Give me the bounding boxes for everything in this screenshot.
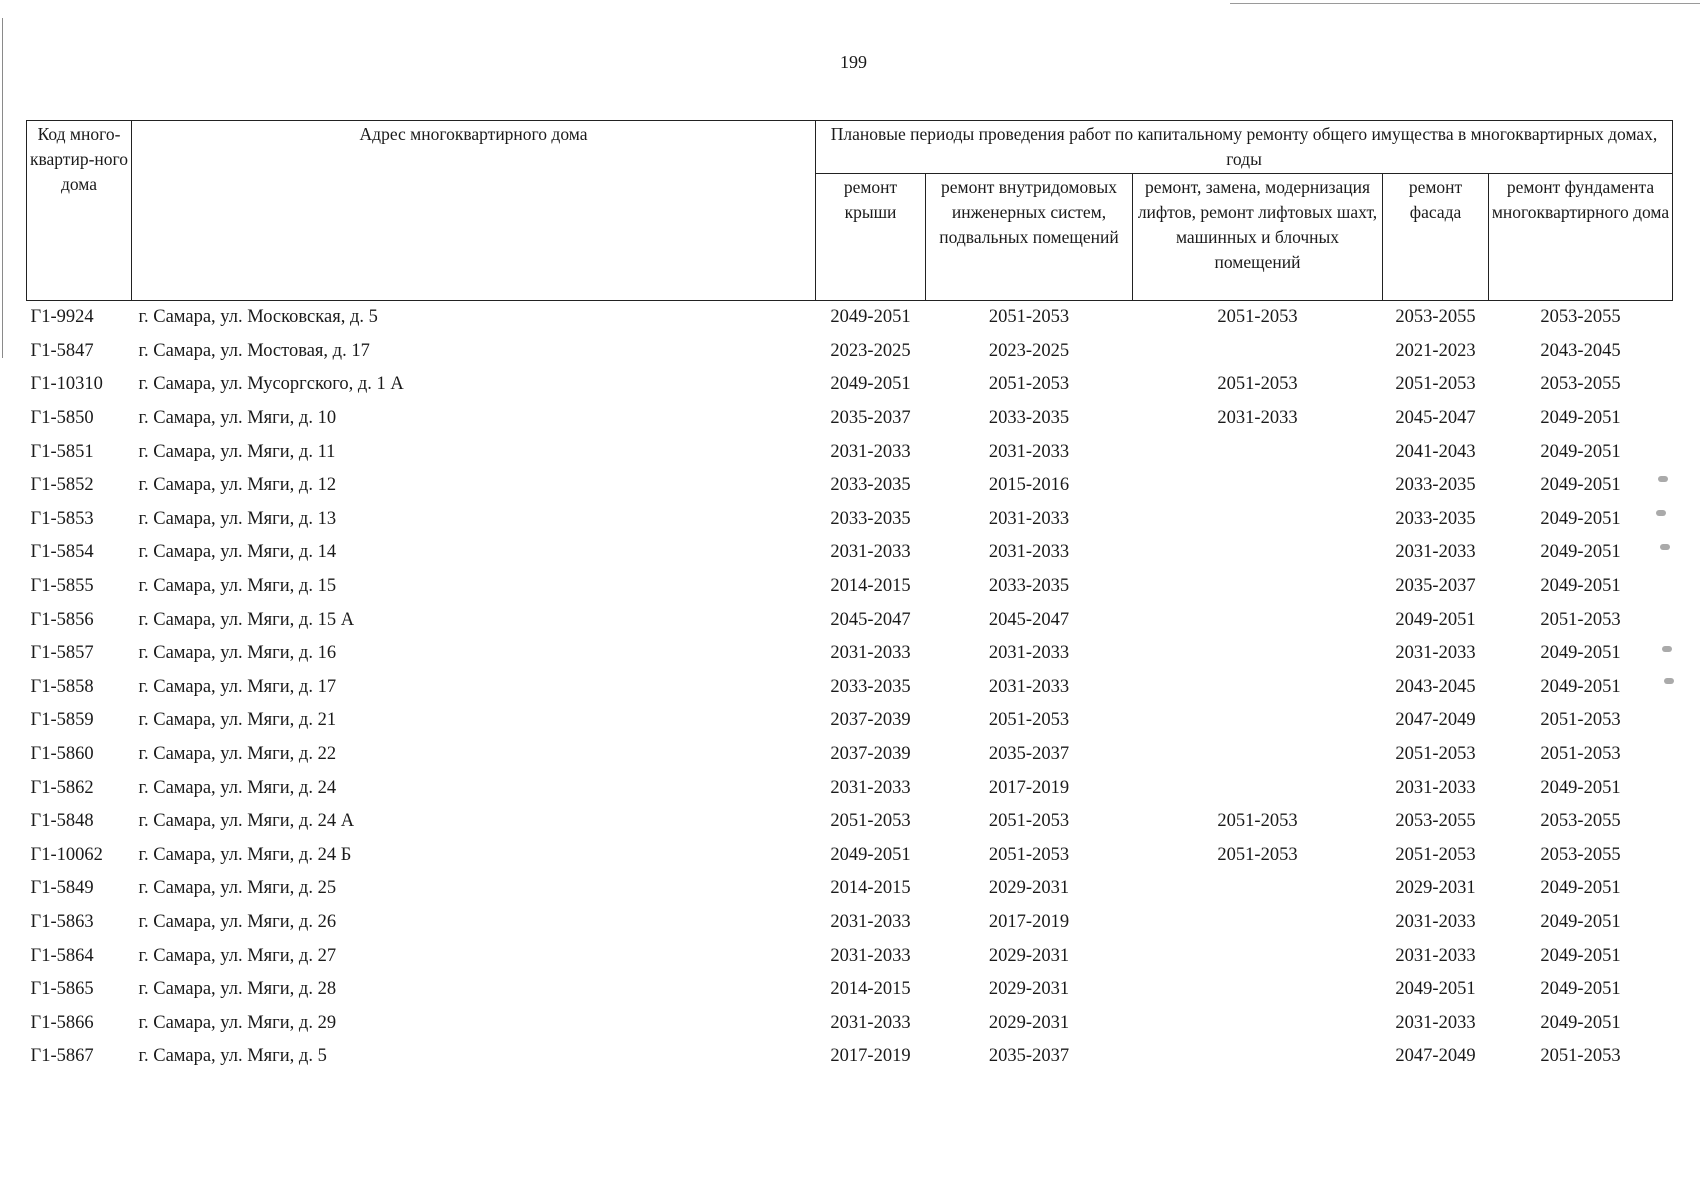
cell-address: г. Самара, ул. Мяги, д. 24 А [138,811,355,832]
cell-roof: 2035-2037 [830,408,911,429]
cell-address: г. Самара, ул. Мусоргского, д. 1 А [138,374,404,395]
cell-facade: 2033-2035 [1395,508,1476,529]
table-row [27,368,1673,402]
cell-address: г. Самара, ул. Мяги, д. 21 [138,710,337,731]
cell-foundation: 2051-2053 [1540,609,1621,630]
cell-engineering: 2035-2037 [988,1046,1070,1067]
table-row [27,570,1673,604]
table-row [27,536,1673,570]
cell-foundation: 2049-2051 [1540,777,1621,798]
cell-address: г. Самара, ул. Мяги, д. 15 [138,576,337,597]
cell-lifts [1133,637,1383,671]
table-row [27,805,1673,839]
cell-code: Г1-5859 [30,710,94,731]
cell-code: Г1-5848 [30,811,94,832]
table-row [27,939,1673,973]
cell-lifts: 2031-2033 [1217,408,1298,429]
cell-address: г. Самара, ул. Мяги, д. 22 [138,744,337,765]
table-row [27,973,1673,1007]
cell-lifts [1133,1006,1383,1040]
cell-engineering: 2051-2053 [988,811,1070,832]
header-foundation: ремонт фундамента многоквартирного дома [1489,174,1673,301]
cell-code: Г1-5860 [30,744,94,765]
cell-engineering: 2045-2047 [988,609,1070,630]
cell-engineering: 2029-2031 [988,945,1070,966]
cell-engineering: 2031-2033 [988,542,1070,563]
cell-engineering: 2031-2033 [988,676,1070,697]
cell-roof: 2031-2033 [830,643,911,664]
cell-foundation: 2049-2051 [1540,878,1621,899]
cell-foundation: 2053-2055 [1540,811,1621,832]
scan-speck [1656,510,1666,516]
scan-speck [1662,646,1672,652]
cell-roof: 2045-2047 [830,609,911,630]
table-row [27,872,1673,906]
cell-address: г. Самара, ул. Московская, д. 5 [138,307,378,328]
table-row [27,906,1673,940]
table-row [27,1006,1673,1040]
cell-foundation: 2049-2051 [1540,475,1621,496]
scan-edge-top [1230,3,1700,4]
cell-address: г. Самара, ул. Мяги, д. 27 [138,945,337,966]
cell-engineering: 2031-2033 [988,643,1070,664]
cell-lifts [1133,906,1383,940]
cell-foundation: 2049-2051 [1540,408,1621,429]
cell-lifts [1133,536,1383,570]
cell-code: Г1-5858 [30,676,94,697]
table-row [27,435,1673,469]
cell-facade: 2041-2043 [1395,441,1476,462]
table-row [27,301,1673,335]
cell-code: Г1-5854 [30,542,94,563]
table-row [27,1040,1673,1074]
cell-facade: 2047-2049 [1395,710,1476,731]
cell-facade: 2031-2033 [1395,1012,1476,1033]
cell-code: Г1-5852 [30,475,94,496]
cell-facade: 2045-2047 [1395,408,1476,429]
cell-foundation: 2049-2051 [1540,676,1621,697]
cell-code: Г1-5867 [30,1046,94,1067]
cell-lifts [1133,872,1383,906]
header-roof: ремонт крыши [816,174,926,301]
cell-lifts [1133,704,1383,738]
cell-foundation: 2049-2051 [1540,508,1621,529]
header-address: Адрес многоквартирного дома [132,121,816,301]
cell-engineering: 2051-2053 [988,844,1070,865]
table-header [27,121,1673,301]
header-periods: Плановые периоды проведения работ по капитальному ремонту общего имущества в многоквартирных домах, годы [816,121,1673,174]
cell-engineering: 2031-2033 [988,508,1070,529]
cell-address: г. Самара, ул. Мяги, д. 26 [138,911,337,932]
cell-lifts [1133,570,1383,604]
cell-facade: 2047-2049 [1395,1046,1476,1067]
cell-facade: 2033-2035 [1395,475,1476,496]
table-row [27,637,1673,671]
cell-code: Г1-5847 [30,340,94,361]
cell-facade: 2029-2031 [1395,878,1476,899]
cell-lifts [1133,771,1383,805]
table-body [27,301,1673,1074]
cell-lifts [1133,738,1383,772]
cell-roof: 2014-2015 [830,979,911,1000]
cell-engineering: 2031-2033 [988,441,1070,462]
cell-facade: 2031-2033 [1395,911,1476,932]
cell-foundation: 2053-2055 [1540,307,1621,328]
cell-code: Г1-9924 [30,307,94,328]
cell-foundation: 2051-2053 [1540,744,1621,765]
cell-facade: 2031-2033 [1395,945,1476,966]
cell-address: г. Самара, ул. Мяги, д. 28 [138,979,337,1000]
table-row [27,503,1673,537]
table-row [27,771,1673,805]
cell-roof: 2049-2051 [830,307,911,328]
cell-address: г. Самара, ул. Мостовая, д. 17 [138,340,370,361]
cell-address: г. Самара, ул. Мяги, д. 14 [138,542,337,563]
cell-foundation: 2049-2051 [1540,576,1621,597]
cell-facade: 2031-2033 [1395,643,1476,664]
cell-roof: 2014-2015 [830,878,911,899]
header-engineering: ремонт внутридомовых инженерных систем, подвальных помещений [926,174,1133,301]
cell-roof: 2049-2051 [830,374,911,395]
scan-speck [1658,476,1668,482]
cell-foundation: 2049-2051 [1540,911,1621,932]
cell-foundation: 2049-2051 [1540,1012,1621,1033]
cell-lifts [1133,335,1383,369]
cell-roof: 2051-2053 [830,811,911,832]
table-row [27,335,1673,369]
cell-address: г. Самара, ул. Мяги, д. 15 А [138,609,355,630]
table-row [27,704,1673,738]
cell-roof: 2031-2033 [830,777,911,798]
cell-facade: 2043-2045 [1395,676,1476,697]
cell-foundation: 2049-2051 [1540,643,1621,664]
cell-roof: 2031-2033 [830,945,911,966]
cell-code: Г1-5851 [30,441,94,462]
cell-address: г. Самара, ул. Мяги, д. 11 [138,441,336,462]
cell-roof: 2014-2015 [830,576,911,597]
table-row [27,603,1673,637]
cell-address: г. Самара, ул. Мяги, д. 10 [138,408,337,429]
table-row [27,738,1673,772]
cell-address: г. Самара, ул. Мяги, д. 25 [138,878,337,899]
cell-code: Г1-5849 [30,878,94,899]
cell-roof: 2037-2039 [830,744,911,765]
cell-foundation: 2049-2051 [1540,441,1621,462]
header-lifts: ремонт, замена, модернизация лифтов, ремонт лифтовых шахт, машинных и блочных помещений [1133,174,1383,301]
capital-repair-table [26,120,1673,1074]
cell-lifts [1133,939,1383,973]
cell-engineering: 2017-2019 [988,911,1070,932]
cell-lifts [1133,435,1383,469]
cell-lifts: 2051-2053 [1217,374,1298,395]
cell-address: г. Самара, ул. Мяги, д. 13 [138,508,337,529]
cell-address: г. Самара, ул. Мяги, д. 16 [138,643,337,664]
cell-code: Г1-5865 [30,979,94,1000]
cell-engineering: 2051-2053 [988,710,1070,731]
cell-address: г. Самара, ул. Мяги, д. 24 Б [138,844,352,865]
cell-facade: 2031-2033 [1395,542,1476,563]
cell-lifts [1133,469,1383,503]
cell-address: г. Самара, ул. Мяги, д. 5 [138,1046,327,1067]
cell-engineering: 2029-2031 [988,1012,1070,1033]
cell-roof: 2031-2033 [830,441,911,462]
cell-roof: 2031-2033 [830,1012,911,1033]
cell-address: г. Самара, ул. Мяги, д. 17 [138,676,337,697]
cell-facade: 2021-2023 [1395,340,1476,361]
cell-lifts: 2051-2053 [1217,844,1298,865]
cell-lifts [1133,503,1383,537]
cell-code: Г1-5864 [30,945,94,966]
cell-roof: 2037-2039 [830,710,911,731]
cell-engineering: 2051-2053 [988,374,1070,395]
cell-code: Г1-5855 [30,576,94,597]
cell-foundation: 2051-2053 [1540,710,1621,731]
header-facade: ремонт фасада [1383,174,1489,301]
cell-facade: 2051-2053 [1395,374,1476,395]
cell-roof: 2049-2051 [830,844,911,865]
cell-facade: 2053-2055 [1395,811,1476,832]
cell-facade: 2031-2033 [1395,777,1476,798]
cell-engineering: 2029-2031 [988,979,1070,1000]
cell-lifts [1133,671,1383,705]
cell-engineering: 2035-2037 [988,744,1070,765]
cell-foundation: 2051-2053 [1540,1046,1621,1067]
cell-roof: 2033-2035 [830,676,911,697]
cell-engineering: 2033-2035 [988,576,1070,597]
cell-code: Г1-10062 [30,844,103,865]
cell-engineering: 2023-2025 [988,340,1070,361]
cell-roof: 2031-2033 [830,542,911,563]
cell-code: Г1-5866 [30,1012,94,1033]
cell-code: Г1-5853 [30,508,94,529]
cell-foundation: 2049-2051 [1540,542,1621,563]
cell-engineering: 2017-2019 [988,777,1070,798]
cell-roof: 2033-2035 [830,475,911,496]
cell-engineering: 2051-2053 [988,307,1070,328]
cell-code: Г1-5857 [30,643,94,664]
cell-address: г. Самара, ул. Мяги, д. 29 [138,1012,337,1033]
cell-roof: 2033-2035 [830,508,911,529]
cell-lifts: 2051-2053 [1217,811,1298,832]
cell-engineering: 2015-2016 [988,475,1070,496]
table-row [27,671,1673,705]
cell-code: Г1-5863 [30,911,94,932]
cell-engineering: 2033-2035 [988,408,1070,429]
cell-roof: 2017-2019 [830,1046,911,1067]
cell-facade: 2049-2051 [1395,609,1476,630]
header-code: Код много-квартир-ного дома [27,121,132,301]
cell-facade: 2035-2037 [1395,576,1476,597]
cell-roof: 2031-2033 [830,911,911,932]
table-row [27,402,1673,436]
cell-lifts [1133,603,1383,637]
scan-speck [1664,678,1674,684]
cell-engineering: 2029-2031 [988,878,1070,899]
cell-code: Г1-5850 [30,408,94,429]
cell-lifts [1133,1040,1383,1074]
cell-address: г. Самара, ул. Мяги, д. 24 [138,777,337,798]
cell-facade: 2051-2053 [1395,844,1476,865]
cell-foundation: 2049-2051 [1540,979,1621,1000]
cell-lifts [1133,973,1383,1007]
cell-foundation: 2049-2051 [1540,945,1621,966]
cell-foundation: 2053-2055 [1540,844,1621,865]
page-number: 199 [840,52,867,72]
cell-facade: 2051-2053 [1395,744,1476,765]
cell-foundation: 2053-2055 [1540,374,1621,395]
cell-code: Г1-5862 [30,777,94,798]
scan-speck [1660,544,1670,550]
cell-code: Г1-10310 [30,374,103,395]
cell-code: Г1-5856 [30,609,94,630]
cell-facade: 2053-2055 [1395,307,1476,328]
table-row [27,839,1673,873]
cell-foundation: 2043-2045 [1540,340,1621,361]
cell-lifts: 2051-2053 [1217,307,1298,328]
table-row [27,469,1673,503]
cell-facade: 2049-2051 [1395,979,1476,1000]
cell-roof: 2023-2025 [830,340,911,361]
cell-address: г. Самара, ул. Мяги, д. 12 [138,475,337,496]
